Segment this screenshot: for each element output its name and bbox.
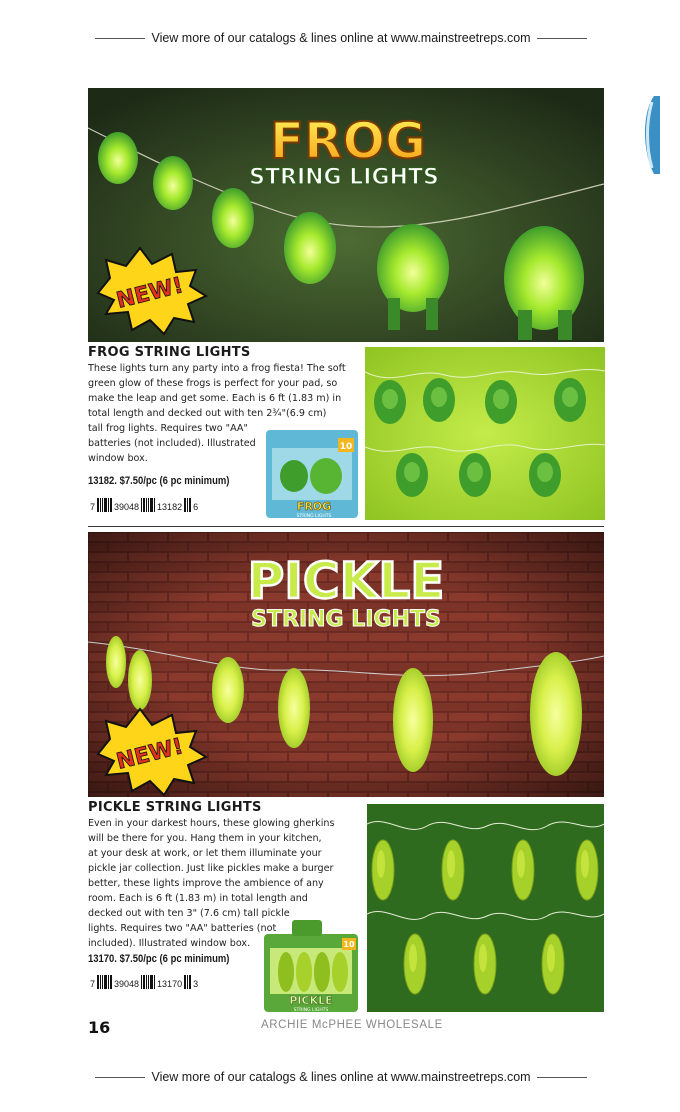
banner-rule-right: [537, 38, 587, 39]
box-label: FROG: [296, 500, 332, 513]
page-number: 16: [88, 1018, 111, 1037]
description-line: decked out with ten 3" (7.6 cm) tall pickle: [88, 908, 290, 919]
box-sublabel: STRING LIGHTS: [293, 1008, 329, 1013]
footer-brand: ARCHIE McPHEE WHOLESALE: [261, 1019, 443, 1031]
section-divider: [88, 526, 604, 527]
catalog-link[interactable]: View more of our catalogs & lines online at www.mainstreetreps.com: [151, 31, 531, 45]
frog-hero-title: FROG: [269, 112, 427, 170]
barcode-digits: 39048: [114, 979, 140, 989]
banner-rule-right: [537, 1077, 587, 1078]
barcode-digits: 13170: [157, 979, 183, 989]
box-label: PICKLE: [289, 994, 333, 1007]
pickle-barcode: [90, 973, 198, 989]
description-line: These lights turn any party into a frog fiesta! The soft: [88, 363, 346, 374]
description-line: batteries (not included). Illustrated: [88, 438, 256, 449]
pickle-hero-subtitle: STRING LIGHTS: [251, 607, 441, 632]
new-badge-text: NEW!: [113, 734, 186, 775]
pickle-hero-title: PICKLE: [247, 552, 445, 610]
description-line: total length and decked out with ten 2¾"(6.9 cm): [88, 408, 327, 419]
description-line: pickle jar collection. Just like pickles make a burger: [88, 863, 334, 874]
box-count: 10: [343, 940, 355, 949]
description-line: at your desk at work, or let them illuminate your: [88, 848, 322, 859]
description-line: tall frog lights. Requires two "AA": [88, 423, 248, 434]
pickle-lights-photo: [367, 804, 604, 1012]
description-line: window box.: [88, 453, 148, 464]
pickle-product-title: PICKLE STRING LIGHTS: [88, 800, 262, 815]
frog-lights-photo: [365, 347, 605, 520]
pickle-hero-image: [88, 532, 604, 797]
frog-barcode: [90, 496, 198, 512]
barcode-bars: [141, 975, 155, 989]
barcode-digit: 7: [90, 502, 96, 512]
description-line: Even in your darkest hours, these glowing gherkins: [88, 818, 335, 829]
barcode-bars: [97, 975, 112, 989]
frog-hero-image: [88, 88, 604, 342]
frog-package-image: [264, 426, 360, 520]
description-line: room. Each is 6 ft (1.83 m) in total length and: [88, 893, 308, 904]
pickle-package-image: [262, 918, 360, 1014]
barcode-bars: [184, 975, 191, 989]
frog-hero-subtitle: STRING LIGHTS: [249, 165, 439, 190]
barcode-bars: [141, 498, 155, 512]
pickle-price: 13170. $7.50/pc (6 pc minimum): [88, 953, 230, 965]
top-banner: [95, 31, 587, 45]
edge-decoration: [640, 92, 660, 178]
box-count: 10: [339, 442, 353, 452]
frog-price: 13182. $7.50/pc (6 pc minimum): [88, 475, 230, 487]
frog-product-title: FROG STRING LIGHTS: [88, 345, 251, 360]
description-line: included). Illustrated window box.: [88, 938, 251, 949]
new-badge-text: NEW!: [113, 273, 186, 314]
barcode-digit: 6: [193, 502, 199, 512]
box-sublabel: STRING LIGHTS: [296, 514, 332, 519]
barcode-bars: [184, 498, 191, 512]
description-line: will be there for you. Hang them in your kitchen,: [88, 833, 322, 844]
barcode-digit: 3: [193, 979, 199, 989]
bottom-banner: [95, 1070, 587, 1084]
description-line: make the leap and get some. Each is 6 ft (1.83 m) in: [88, 393, 342, 404]
description-line: lights. Requires two "AA" batteries (not: [88, 923, 277, 934]
barcode-bars: [97, 498, 112, 512]
barcode-digits: 13182: [157, 502, 183, 512]
banner-rule-left: [95, 38, 145, 39]
catalog-link[interactable]: View more of our catalogs & lines online at www.mainstreetreps.com: [151, 1070, 531, 1084]
description-line: better, these lights improve the ambience of any: [88, 878, 324, 889]
barcode-digits: 39048: [114, 502, 140, 512]
barcode-digit: 7: [90, 979, 96, 989]
banner-rule-left: [95, 1077, 145, 1078]
description-line: green glow of these frogs is perfect for your pad, so: [88, 378, 338, 389]
